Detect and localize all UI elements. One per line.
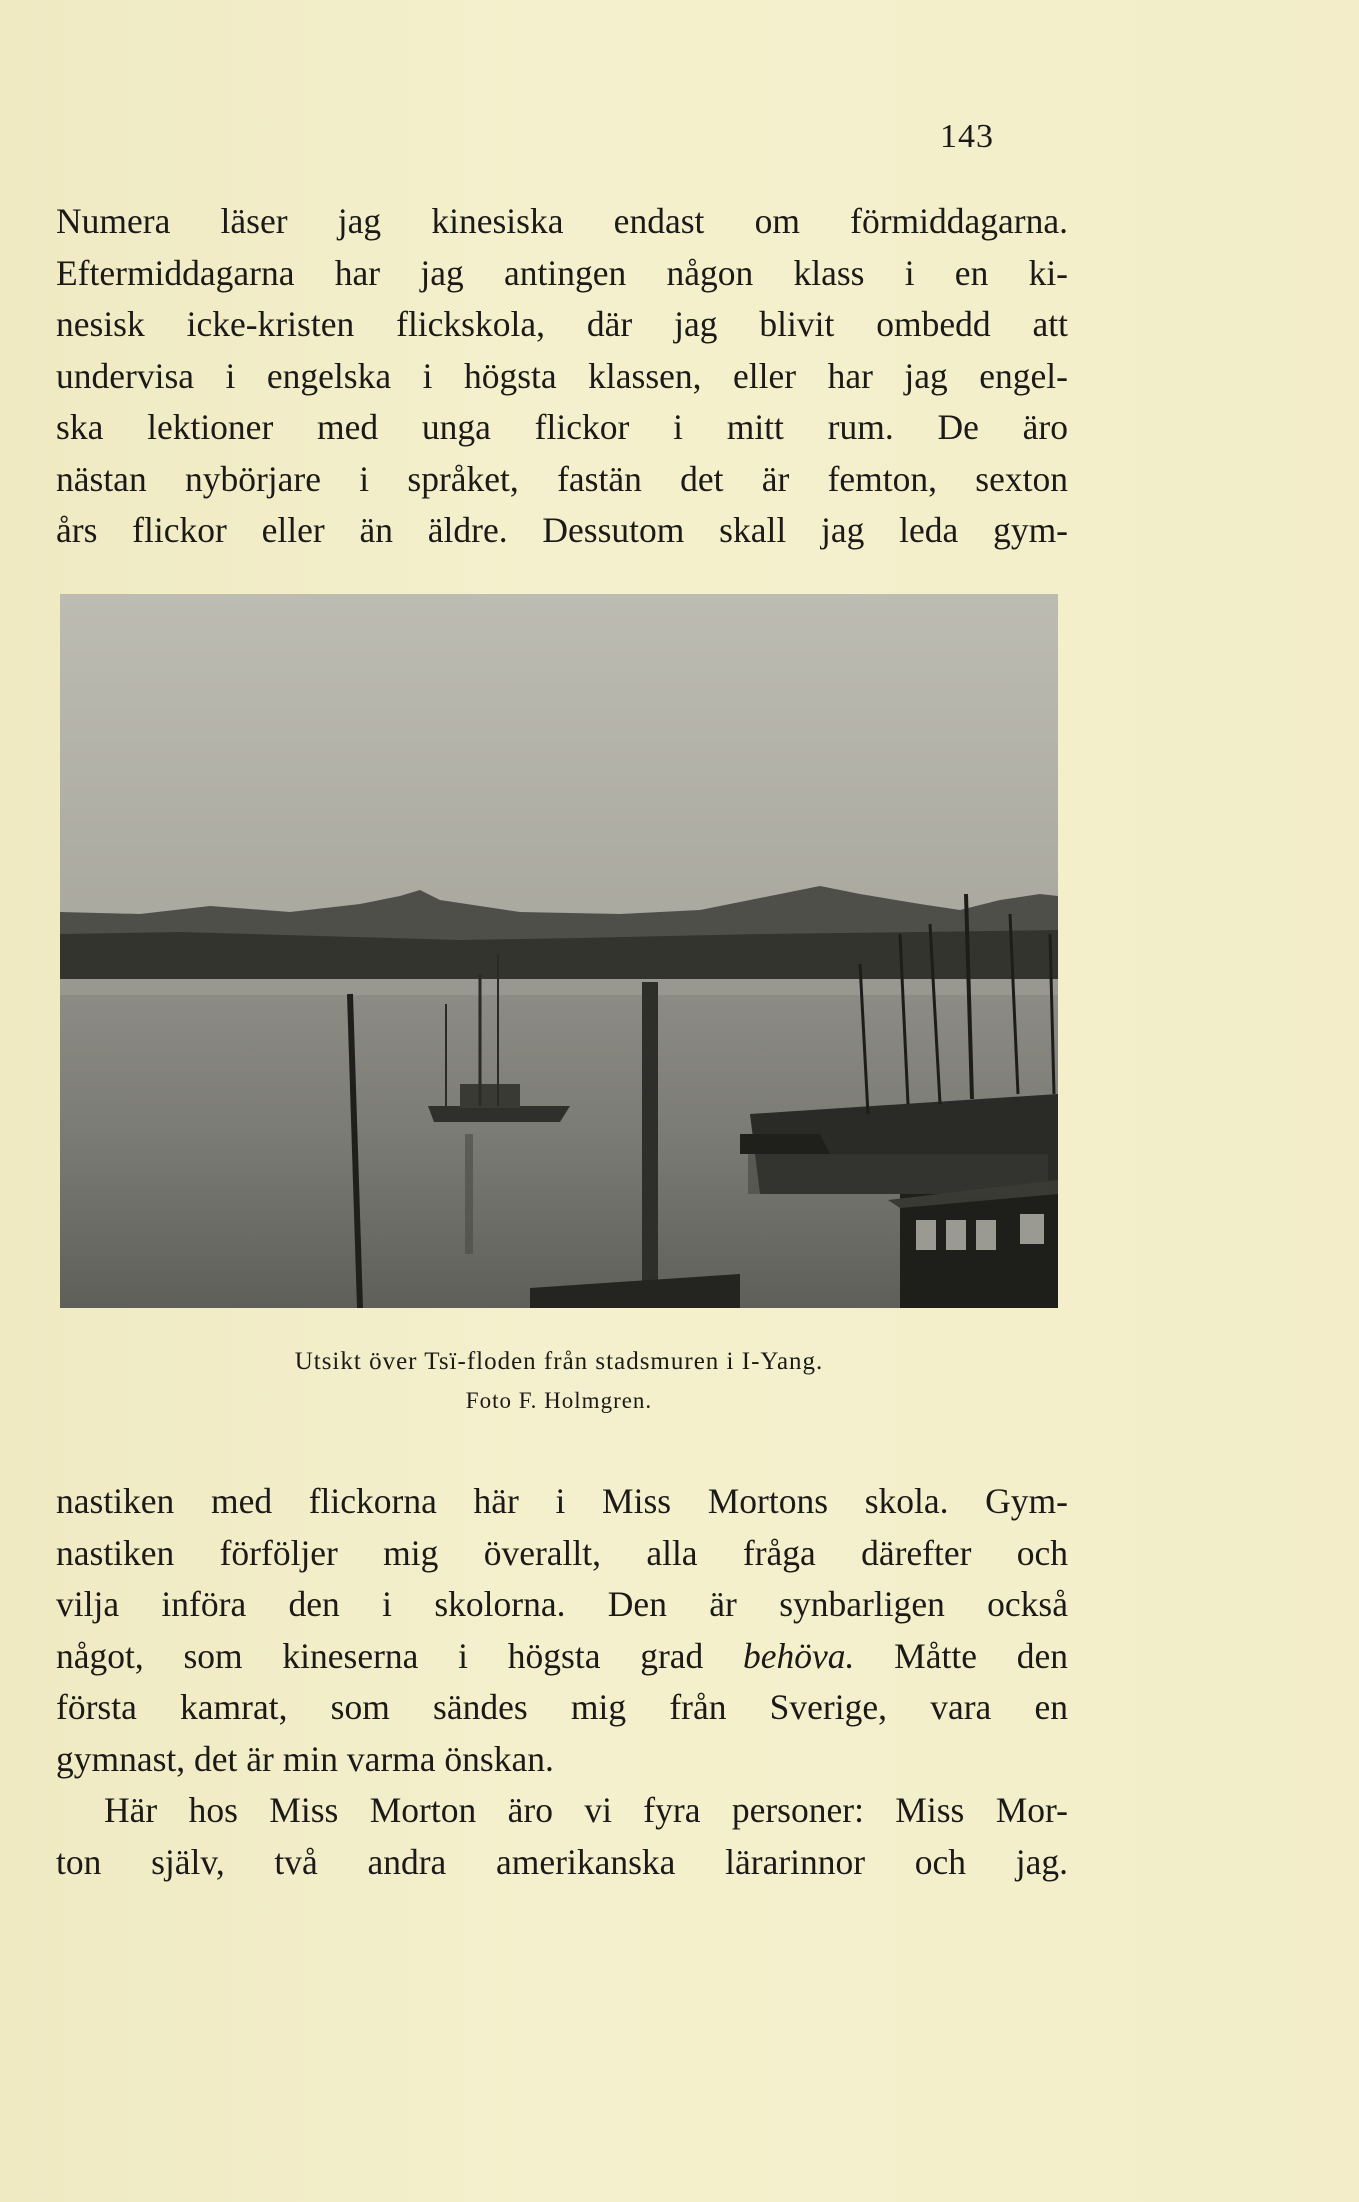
page-number: 143 <box>940 118 994 155</box>
text-line: ska lektioner med unga flickor i mitt rum. De äro <box>56 407 1068 447</box>
text-line: års flickor eller än äldre. Dessutom skall jag leda gym- <box>56 510 1068 550</box>
text-line: ton själv, två andra amerikanska lärarinnor och jag. <box>56 1841 1068 1882</box>
text-line: nästan nybörjare i språket, fastän det är femton, sexton <box>56 458 1068 499</box>
text-line: undervisa i engelska i högsta klassen, eller har jag engel- <box>56 355 1068 396</box>
river-landscape-photo <box>60 594 1058 1308</box>
text-segment: Måtte den <box>854 1635 1068 1676</box>
text-line: Här hos Miss Morton äro vi fyra personer: Miss Mor- <box>104 1790 1068 1830</box>
emphasis-word: behöva. <box>743 1635 855 1676</box>
text-line: gymnast, det är min varma önskan. <box>56 1738 554 1779</box>
text-line: nastiken förföljer mig överallt, alla fråga därefter och <box>56 1532 1068 1573</box>
top-paragraph <box>56 196 1068 557</box>
photo-credit: Foto F. Holmgren. <box>465 1388 653 1413</box>
text-line <box>56 1631 1068 1683</box>
text-line: första kamrat, som sändes mig från Sverige, vara en <box>56 1687 1068 1727</box>
text-line: vilja införa den i skolorna. Den är synbarligen också <box>56 1584 1068 1624</box>
text-line: nesisk icke-kristen flickskola, där jag blivit ombedd att <box>56 304 1068 344</box>
photo-caption: Utsikt över Tsï-floden från stadsmuren i I-Yang. <box>294 1348 824 1375</box>
text-line: Eftermiddagarna har jag antingen någon klass i en ki- <box>56 252 1068 293</box>
text-line: nastiken med flickorna här i Miss Mortons skola. Gym- <box>56 1481 1068 1521</box>
text-segment: något, som kineserna i högsta grad <box>56 1635 744 1676</box>
bottom-paragraph <box>56 1476 1068 1888</box>
text-line: Numera läser jag kinesiska endast om förmiddagarna. <box>56 201 1068 241</box>
